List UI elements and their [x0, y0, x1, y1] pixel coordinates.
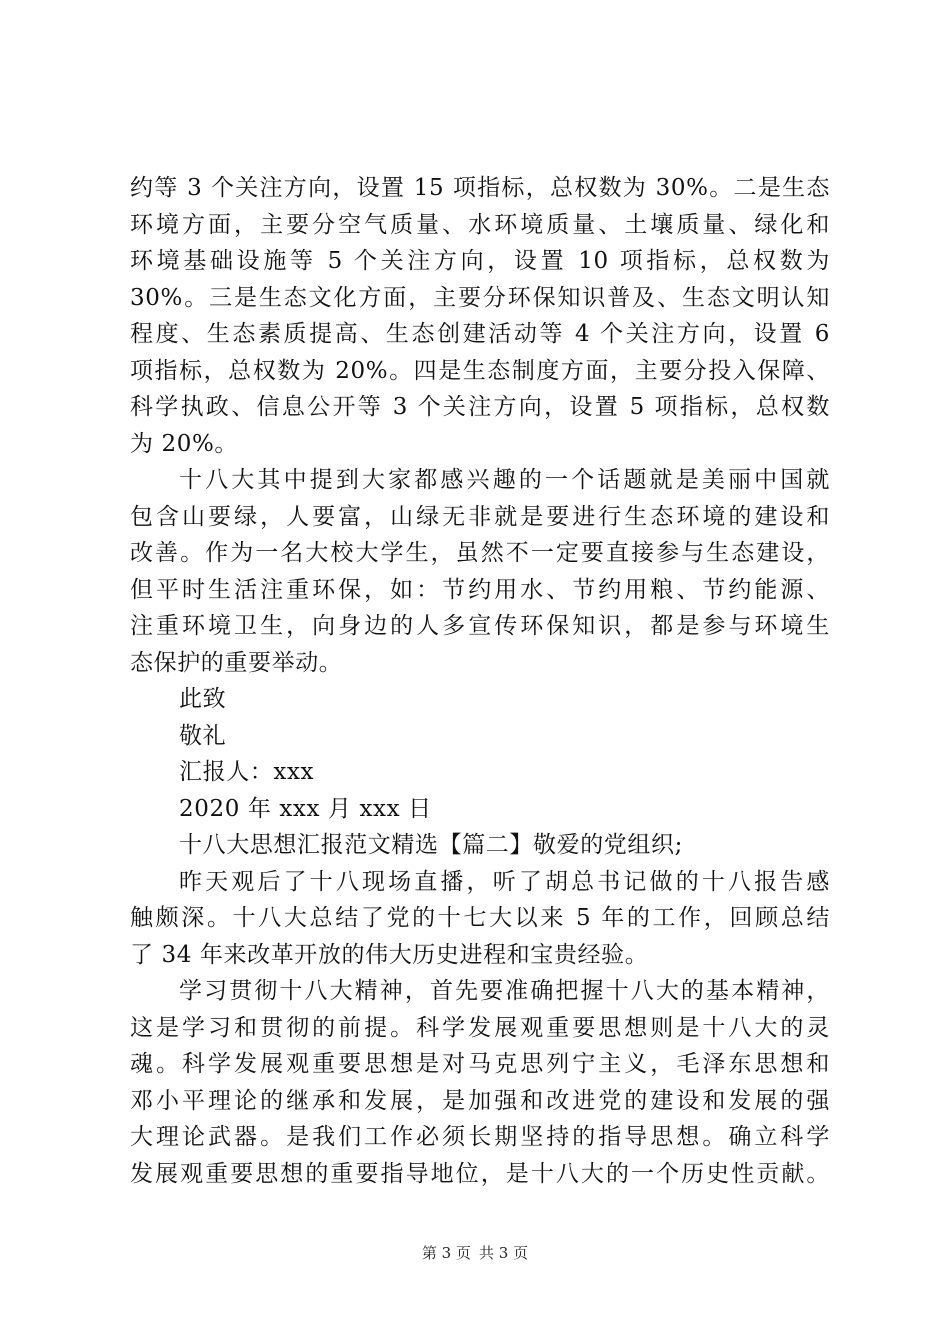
text-line: 改善。作为一名大校大学生，虽然不一定要直接参与生态建设， [130, 540, 830, 566]
salutation-line: 此致 [179, 686, 227, 712]
text-line: 态保护的重要举动。 [130, 649, 343, 676]
text-line: 昨天观后了十八现场直播，听了胡总书记做的十八报告感 [179, 868, 830, 895]
reporter-line: 汇报人：xxx [179, 759, 315, 785]
text-line: 约等 3 个关注方向，设置 15 项指标，总权数为 30%。二是生态 [130, 175, 830, 201]
document-body [130, 170, 830, 1192]
text-line: 但平时生活注重环保，如：节约用水、节约用粮、节约能源、 [130, 576, 830, 603]
salutation-line: 敬礼 [179, 722, 227, 749]
date-line: 2020 年 xxx 月 xxx 日 [179, 795, 432, 822]
text-line: 这是学习和贯彻的前提。科学发展观重要思想则是十八大的灵 [130, 1014, 830, 1041]
text-line: 环境方面，主要分空气质量、水环境质量、土壤质量、绿化和 [130, 211, 830, 238]
text-line: 30%。三是生态文化方面，主要分环保知识普及、生态文明认知 [130, 284, 830, 311]
page-number-current: 第 3 页 [421, 1244, 471, 1262]
text-line: 为 20%。 [130, 430, 239, 457]
paragraph-beautiful-china [130, 462, 830, 681]
text-line: 环境基础设施等 5 个关注方向，设置 10 项指标，总权数为 [130, 248, 830, 274]
page-number-total: 共 3 页 [479, 1244, 529, 1262]
paragraph-live-broadcast [130, 864, 830, 974]
text-line: 注重环境卫生，向身边的人多宣传环保知识，都是参与环境生 [130, 613, 830, 639]
text-line: 十八大其中提到大家都感兴趣的一个话题就是美丽中国就 [179, 467, 830, 493]
paragraph-study-spirit [130, 973, 830, 1192]
paragraph-continued [130, 170, 830, 462]
closing-block [130, 681, 830, 827]
page-footer [0, 1243, 950, 1263]
section-heading: 十八大思想汇报范文精选【篇二】敬爱的党组织; [179, 832, 683, 858]
text-line: 发展观重要思想的重要指导地位，是十八大的一个历史性贡献。 [130, 1160, 830, 1187]
text-line: 包含山要绿，人要富，山绿无非就是要进行生态环境的建设和 [130, 503, 830, 530]
text-line: 大理论武器。是我们工作必须长期坚持的指导思想。确立科学 [130, 1124, 830, 1150]
text-line: 学习贯彻十八大精神，首先要准确把握十八大的基本精神， [179, 978, 830, 1004]
text-line: 项指标，总权数为 20%。四是生态制度方面，主要分投入保障、 [130, 357, 830, 384]
text-line: 触颇深。十八大总结了党的十七大以来 5 年的工作，回顾总结 [130, 905, 830, 931]
text-line: 了 34 年来改革开放的伟大历史进程和宝贵经验。 [130, 941, 649, 968]
text-line: 魂。科学发展观重要思想是对马克思列宁主义，毛泽东思想和 [130, 1051, 830, 1077]
text-line: 邓小平理论的继承和发展，是加强和改进党的建设和发展的强 [130, 1087, 830, 1114]
text-line: 科学执政、信息公开等 3 个关注方向，设置 5 项指标，总权数 [130, 394, 830, 420]
text-line: 程度、生态素质提高、生态创建活动等 4 个关注方向，设置 6 [130, 321, 830, 347]
